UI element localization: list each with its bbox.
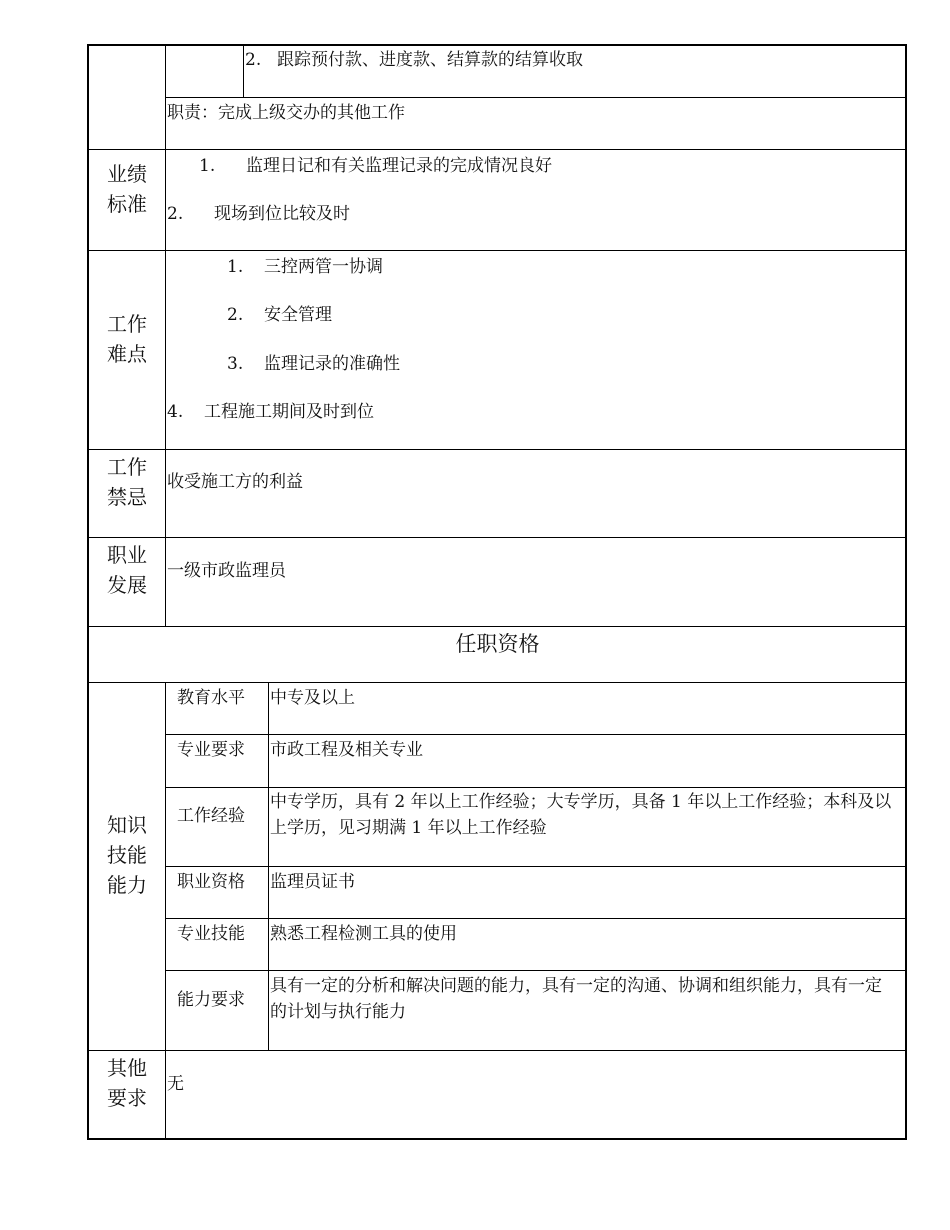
- knowledge-row-name: 工作经验: [177, 806, 245, 826]
- difficulty-item-number: 4.: [167, 402, 184, 422]
- difficulty-label: [88, 309, 166, 369]
- difficulty-item-text: 监理记录的准确性: [264, 354, 400, 374]
- row-line: [87, 626, 907, 627]
- duty-item-text: 跟踪预付款、进度款、结算款的结算收取: [277, 50, 583, 70]
- taboo-text: 收受施工方的利益: [167, 472, 303, 492]
- knowledge-row-name: 专业要求: [177, 740, 245, 760]
- table-border-right: [905, 44, 907, 1140]
- row-line: [165, 970, 907, 971]
- performance-label: [88, 159, 166, 219]
- performance-label-line1: 业绩: [107, 162, 147, 186]
- knowledge-row-name: 专业技能: [177, 924, 245, 944]
- qualification-title: 任职资格: [455, 632, 540, 656]
- knowledge-row-value: 中专及以上: [270, 688, 355, 708]
- performance-item-number: 1.: [199, 156, 216, 176]
- knowledge-row-value: 具有一定的分析和解决问题的能力，具有一定的沟通、协调和组织能力，具有一定的计划与执行能力: [270, 976, 882, 1022]
- career-label: [88, 540, 166, 600]
- taboo-label: [88, 452, 166, 512]
- row-line: [87, 44, 907, 46]
- knowledge-label: [88, 810, 166, 900]
- duty-other-text: 职责：完成上级交办的其他工作: [167, 103, 405, 123]
- row-line: [87, 537, 907, 538]
- difficulty-item-number: 2.: [227, 305, 244, 325]
- performance-item-number: 2.: [167, 204, 184, 224]
- row-line: [87, 250, 907, 251]
- top-inner-divider: [243, 44, 244, 98]
- performance-item-text: 监理日记和有关监理记录的完成情况良好: [246, 156, 552, 176]
- row-line: [87, 1050, 907, 1051]
- knowledge-row-name: 教育水平: [177, 688, 245, 708]
- difficulty-item-text: 安全管理: [264, 305, 332, 325]
- row-line: [165, 97, 907, 98]
- performance-item-text: 现场到位比较及时: [214, 204, 350, 224]
- performance-label-line2: 标准: [107, 192, 147, 216]
- knowledge-label-line3: 能力: [107, 873, 147, 897]
- knowledge-label-line1: 知识: [107, 813, 147, 837]
- row-line: [87, 682, 907, 683]
- taboo-label-line1: 工作: [107, 455, 147, 479]
- row-line: [165, 866, 907, 867]
- difficulty-label-line1: 工作: [107, 312, 147, 336]
- knowledge-col-divider: [268, 683, 269, 1051]
- knowledge-row-value: 监理员证书: [270, 872, 355, 892]
- taboo-label-line2: 禁忌: [107, 485, 147, 509]
- table-border-bottom: [87, 1138, 907, 1140]
- knowledge-row-name: 能力要求: [177, 990, 245, 1010]
- other-text: 无: [167, 1074, 184, 1094]
- difficulty-item-number: 3.: [227, 354, 244, 374]
- row-line: [87, 449, 907, 450]
- knowledge-label-line2: 技能: [107, 843, 147, 867]
- difficulty-item-text: 三控两管一协调: [264, 257, 383, 277]
- difficulty-item-number: 1.: [227, 257, 244, 277]
- career-text: 一级市政监理员: [167, 561, 286, 581]
- other-label-line1: 其他: [107, 1056, 147, 1080]
- career-label-line2: 发展: [107, 573, 147, 597]
- duty-item-number: 2.: [245, 50, 262, 70]
- knowledge-row-name: 职业资格: [177, 872, 245, 892]
- row-line: [165, 918, 907, 919]
- knowledge-row-value: 熟悉工程检测工具的使用: [270, 924, 457, 944]
- row-line: [87, 149, 907, 150]
- other-label-line2: 要求: [107, 1086, 147, 1110]
- knowledge-row-value: 中专学历，具有 2 年以上工作经验；大专学历，具备 1 年以上工作经验；本科及以上学历，见习期满 1 年以上工作经验: [270, 792, 892, 838]
- row-line: [165, 734, 907, 735]
- career-label-line1: 职业: [107, 543, 147, 567]
- knowledge-row-value: 市政工程及相关专业: [270, 740, 423, 760]
- difficulty-label-line2: 难点: [107, 342, 147, 366]
- difficulty-item-text: 工程施工期间及时到位: [204, 402, 374, 422]
- row-line: [165, 787, 907, 788]
- other-label: [88, 1053, 166, 1113]
